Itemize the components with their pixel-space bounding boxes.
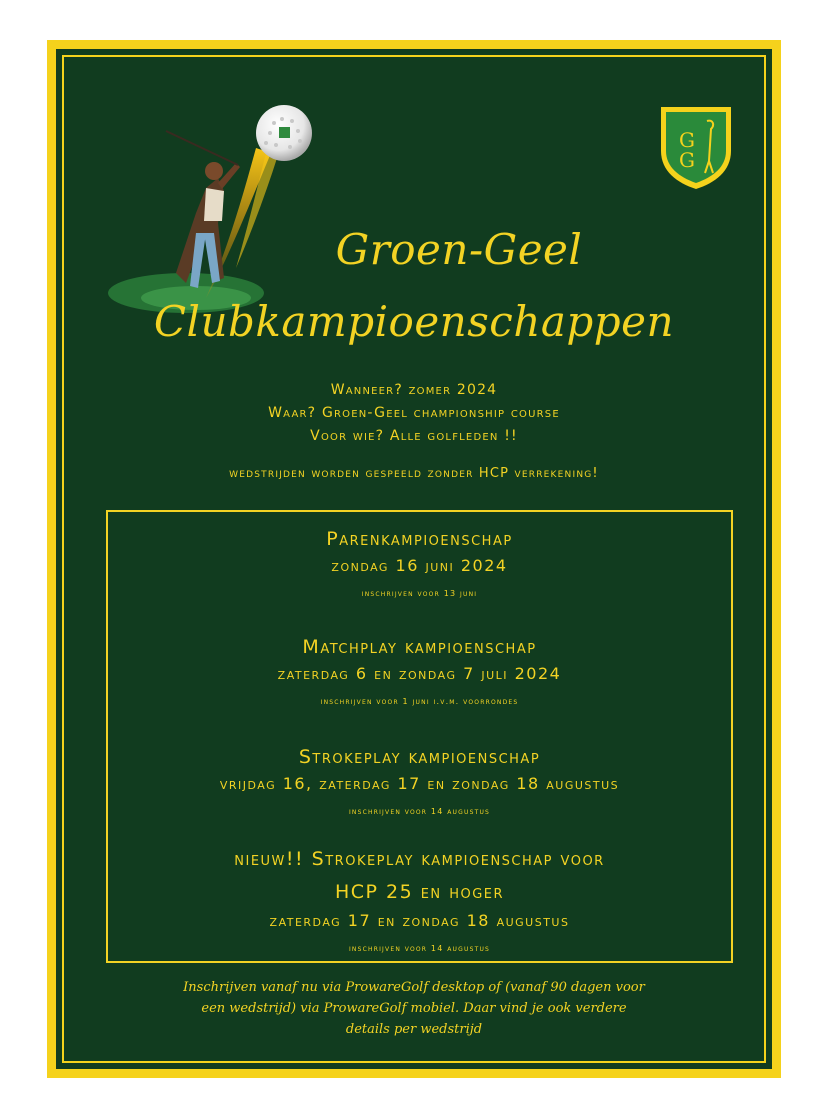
registration-footer — [96, 977, 732, 1040]
event-date: zaterdag 17 en zondag 18 augustus — [269, 911, 570, 930]
event-note: inschrijven voor 13 juni — [361, 589, 478, 598]
title-line-1: Groen-Geel — [335, 225, 583, 274]
event-matchplay — [108, 636, 731, 706]
events-box — [106, 510, 733, 963]
event-date: zondag 16 juni 2024 — [331, 556, 508, 575]
club-crest-icon — [657, 101, 735, 191]
info-when: Wanneer? zomer 2024 — [330, 382, 498, 398]
event-parenkampioenschap — [108, 528, 731, 598]
event-note: inschrijven voor 1 juni i.v.m. voorrondes — [320, 697, 519, 706]
event-strokeplay — [108, 746, 731, 816]
footer-line-1: Inschrijven vanaf nu via ProwareGolf desktop of (vanaf 90 dagen voor — [183, 980, 645, 995]
event-title-line-2: HCP 25 en hoger — [334, 881, 505, 903]
event-strokeplay-hcp25 — [108, 843, 731, 953]
event-date: vrijdag 16, zaterdag 17 en zondag 18 augustus — [219, 774, 620, 793]
event-title: Strokeplay kampioenschap — [298, 746, 541, 768]
event-title: Matchplay kampioenschap — [302, 636, 537, 658]
title-line-2: Clubkampioenschappen — [153, 297, 675, 346]
info-rule: wedstrijden worden gespeeld zonder HCP verrekening! — [229, 466, 599, 481]
info-who: Voor wie? Alle golfleden !! — [310, 428, 518, 444]
footer-line-2: een wedstrijd) via ProwareGolf mobiel. Daar vind je ook verdere — [201, 1001, 627, 1016]
info-block — [56, 379, 772, 448]
event-note: inschrijven voor 14 augustus — [348, 807, 491, 816]
poster-frame — [47, 40, 781, 1078]
footer-line-3: details per wedstrijd — [345, 1022, 483, 1037]
crest-letter-g2: G — [679, 148, 695, 172]
event-date: zaterdag 6 en zondag 7 juli 2024 — [277, 664, 562, 683]
poster-background — [56, 49, 772, 1069]
info-where: Waar? Groen-Geel championship course — [268, 405, 560, 421]
event-title: Parenkampioenschap — [326, 528, 513, 550]
event-title-line-1: nieuw!! Strokeplay kampioenschap voor — [234, 848, 605, 870]
event-note: inschrijven voor 14 augustus — [348, 944, 491, 953]
crest-letter-g1: G — [679, 128, 695, 152]
